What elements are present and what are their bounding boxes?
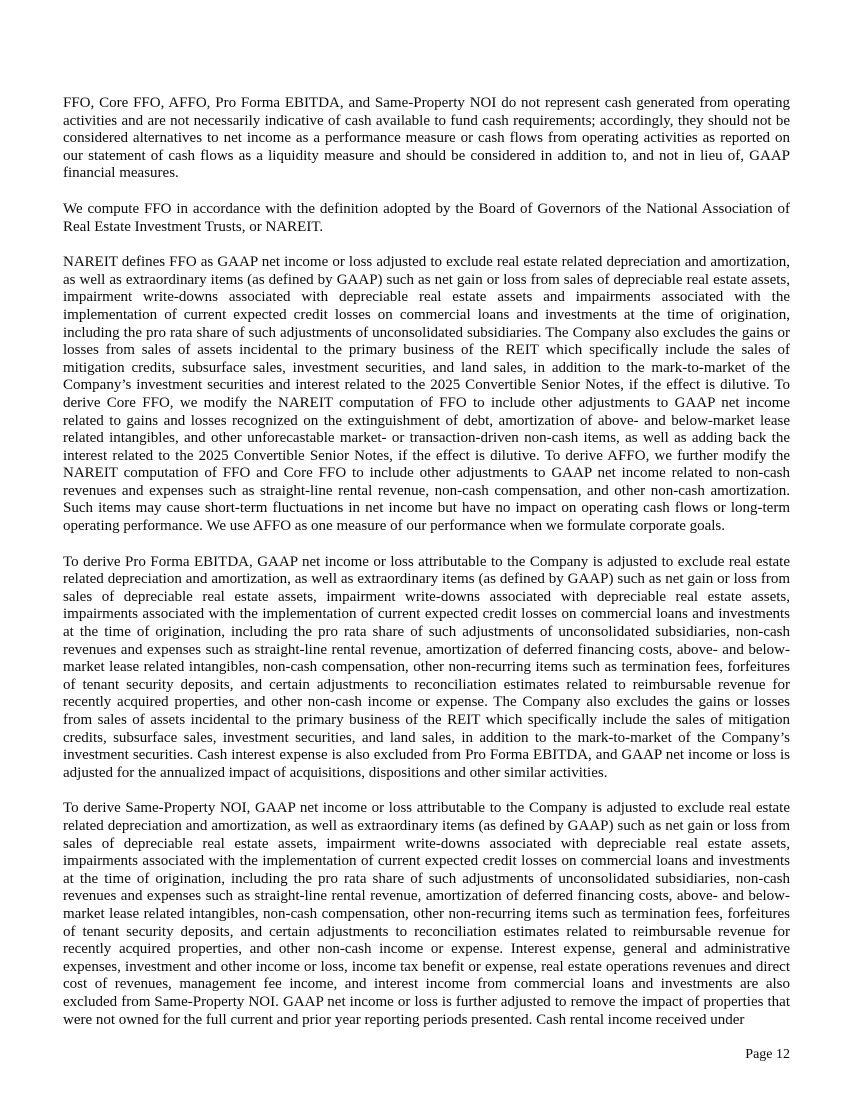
paragraph-non-gaap-disclaimer: FFO, Core FFO, AFFO, Pro Forma EBITDA, and Same-Property NOI do not represent cash generated from operating activities and are not necessarily indicative of cash available to fund cash requirements; accordingly, they should not be considered alternatives to net income as a performance measure or cash flows from operating activities as reported on our statement of cash flows as a liquidity measure and should be considered in addition to, and not in lieu of, GAAP financial measures. <box>63 95 790 182</box>
paragraph-nareit-ffo-definition: NAREIT defines FFO as GAAP net income or loss adjusted to exclude real estate related depreciation and amortization, as well as extraordinary items (as defined by GAAP) such as net gain or loss from sales of depreciable real estate assets, impairment write-downs associated with depreciable real estate assets and impairments associated with the implementation of current expected credit losses on commercial loans and investments at the time of origination, including the pro rata share of such adjustments of unconsolidated subsidiaries. The Company also excludes the gains or losses from sales of assets incidental to the primary business of the REIT which specifically include the sales of mitigation credits, subsurface sales, investment securities, and land sales, in addition to the mark-to-market of the Company’s investment securities and interest related to the 2025 Convertible Senior Notes, if the effect is dilutive. To derive Core FFO, we modify the NAREIT computation of FFO to include other adjustments to GAAP net income related to gains and losses recognized on the extinguishment of debt, amortization of above- and below-market lease related intangibles, and other unforecastable market- or transaction-driven non-cash items, as well as adding back the interest related to the 2025 Convertible Senior Notes, if the effect is dilutive. To derive AFFO, we further modify the NAREIT computation of FFO and Core FFO to include other adjustments to GAAP net income related to non-cash revenues and expenses such as straight-line rental revenue, non-cash compensation, and other non-cash amortization. Such items may cause short-term fluctuations in net income but have no impact on operating cash flows or long-term operating performance. We use AFFO as one measure of our performance when we formulate corporate goals. <box>63 254 790 535</box>
page-number: Page 12 <box>745 1047 790 1062</box>
document-body <box>63 95 790 1047</box>
paragraph-pro-forma-ebitda-derivation: To derive Pro Forma EBITDA, GAAP net income or loss attributable to the Company is adjusted to exclude real estate related depreciation and amortization, as well as extraordinary items (as defined by GAAP) such as net gain or loss from sales of depreciable real estate assets, impairment write-downs associated with depreciable real estate assets, impairments associated with the implementation of current expected credit losses on commercial loans and investments at the time of origination, including the pro rata share of such adjustments of unconsolidated subsidiaries, non-cash revenues and expenses such as straight-line rental revenue, amortization of deferred financing costs, above- and below-market lease related intangibles, non-cash compensation, other non-recurring items such as termination fees, forfeitures of tenant security deposits, and certain adjustments to reconciliation estimates related to reimbursable revenue for recently acquired properties, and other non-cash income or expense. The Company also excludes the gains or losses from sales of assets incidental to the primary business of the REIT which specifically include the sales of mitigation credits, subsurface sales, investment securities, and land sales, in addition to the mark-to-market of the Company’s investment securities. Cash interest expense is also excluded from Pro Forma EBITDA, and GAAP net income or loss is adjusted for the annualized impact of acquisitions, dispositions and other similar activities. <box>63 553 790 781</box>
paragraph-ffo-computation: We compute FFO in accordance with the definition adopted by the Board of Governors of the National Association of Real Estate Investment Trusts, or NAREIT. <box>63 200 790 235</box>
paragraph-same-property-noi-derivation: To derive Same-Property NOI, GAAP net income or loss attributable to the Company is adjusted to exclude real estate related depreciation and amortization, as well as extraordinary items (as defined by GAAP) such as net gain or loss from sales of depreciable real estate assets, impairment write-downs associated with depreciable real estate assets, impairments associated with the implementation of current expected credit losses on commercial loans and investments at the time of origination, including the pro rata share of such adjustments of unconsolidated subsidiaries, non-cash revenues and expenses such as straight-line rental revenue, amortization of deferred financing costs, above- and below-market lease related intangibles, non-cash compensation, other non-recurring items such as termination fees, forfeitures of tenant security deposits, and certain adjustments to reconciliation estimates related to reimbursable revenue for recently acquired properties, and other non-cash income or expense. Interest expense, general and administrative expenses, investment and other income or loss, income tax benefit or expense, real estate operations revenues and direct cost of revenues, management fee income, and interest income from commercial loans and investments are also excluded from Same-Property NOI. GAAP net income or loss is further adjusted to remove the impact of properties that were not owned for the full current and prior year reporting periods presented. Cash rental income received under <box>63 800 790 1028</box>
